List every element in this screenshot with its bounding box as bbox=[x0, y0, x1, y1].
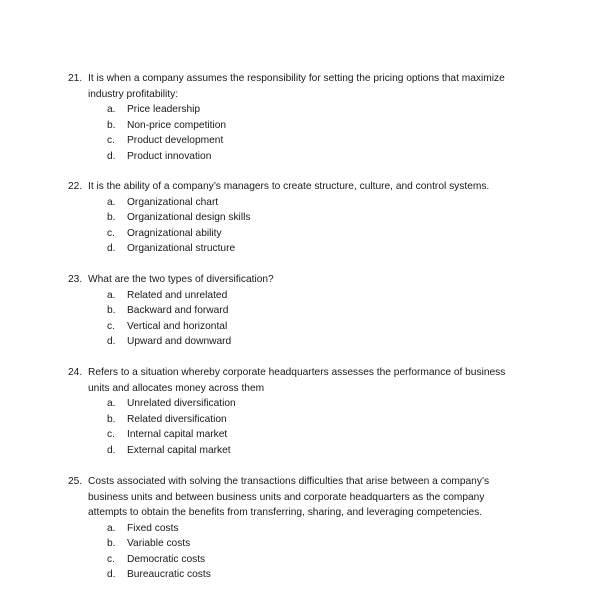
option-text: Unrelated diversification bbox=[127, 398, 236, 409]
option-text: Upward and downward bbox=[127, 336, 232, 347]
option-c bbox=[0, 428, 615, 442]
option-d bbox=[0, 444, 615, 458]
option-letter: a. bbox=[107, 289, 116, 301]
option-text: External capital market bbox=[127, 444, 231, 456]
option-letter: c. bbox=[107, 227, 115, 239]
option-text: Fixed costs bbox=[127, 522, 179, 534]
option-a bbox=[0, 103, 615, 117]
option-b bbox=[0, 537, 615, 551]
option-text: Price leadership bbox=[127, 104, 201, 115]
option-d bbox=[0, 568, 615, 582]
option-text: Product innovation bbox=[127, 150, 212, 162]
option-a bbox=[0, 522, 615, 536]
option-letter: d. bbox=[107, 569, 116, 580]
question-number: 23. bbox=[68, 274, 83, 285]
option-b bbox=[0, 211, 615, 225]
question-text-line: It is when a company assumes the responsibility for setting the pricing options that maximize bbox=[88, 73, 505, 84]
question-text-line: units and allocates money across them bbox=[88, 382, 265, 394]
option-text: Related diversification bbox=[127, 413, 227, 425]
question-number: 22. bbox=[68, 181, 83, 192]
option-text: Organizational chart bbox=[127, 196, 219, 208]
option-letter: b. bbox=[107, 305, 116, 316]
option-letter: b. bbox=[107, 212, 116, 223]
option-letter: a. bbox=[107, 196, 116, 208]
option-a bbox=[0, 397, 615, 411]
question-text-line: business units and between business units and corporate headquarters as the company bbox=[88, 491, 485, 503]
question-text-line: Costs associated with solving the transactions difficulties that arise between a company’s bbox=[88, 476, 490, 487]
question-text-line: industry profitability: bbox=[88, 88, 179, 100]
option-text: Organizational structure bbox=[127, 243, 236, 254]
option-letter: c. bbox=[107, 429, 115, 440]
option-letter: a. bbox=[107, 398, 116, 409]
option-text: Organizational design skills bbox=[127, 212, 251, 223]
option-letter: c. bbox=[107, 553, 115, 565]
question-number: 25. bbox=[68, 476, 83, 487]
question-number: 21. bbox=[68, 73, 83, 84]
option-text: Variable costs bbox=[127, 538, 191, 549]
option-letter: c. bbox=[107, 320, 115, 332]
option-c bbox=[0, 227, 615, 241]
option-text: Product development bbox=[127, 135, 224, 146]
option-b bbox=[0, 413, 615, 427]
question-text-line: attempts to obtain the benefits from transferring, sharing, and leveraging competencies. bbox=[88, 507, 483, 518]
option-text: Oragnizational ability bbox=[127, 227, 222, 239]
option-text: Internal capital market bbox=[127, 429, 228, 440]
option-letter: d. bbox=[107, 150, 116, 162]
option-text: Democratic costs bbox=[127, 553, 206, 565]
option-b bbox=[0, 119, 615, 133]
option-b bbox=[0, 304, 615, 318]
option-c bbox=[0, 134, 615, 148]
option-a bbox=[0, 196, 615, 210]
question-text-line: Refers to a situation whereby corporate headquarters assesses the performance of business bbox=[88, 367, 506, 378]
option-text: Vertical and horizontal bbox=[127, 320, 228, 332]
option-letter: d. bbox=[107, 336, 116, 347]
option-letter: d. bbox=[107, 444, 116, 456]
option-a bbox=[0, 289, 615, 303]
option-letter: d. bbox=[107, 243, 116, 254]
option-d bbox=[0, 335, 615, 349]
option-letter: c. bbox=[107, 135, 115, 146]
option-c bbox=[0, 553, 615, 567]
option-letter: b. bbox=[107, 413, 116, 425]
option-text: Backward and forward bbox=[127, 305, 229, 316]
option-c bbox=[0, 320, 615, 334]
question-number: 24. bbox=[68, 367, 83, 378]
option-d bbox=[0, 242, 615, 256]
option-text: Non-price competition bbox=[127, 119, 227, 131]
option-letter: a. bbox=[107, 104, 116, 115]
question-text-line: What are the two types of diversification? bbox=[88, 274, 274, 285]
option-letter: a. bbox=[107, 522, 116, 534]
option-text: Bureaucratic costs bbox=[127, 569, 211, 580]
option-text: Related and unrelated bbox=[127, 289, 228, 301]
option-letter: b. bbox=[107, 538, 116, 549]
question-text-line: It is the ability of a company’s managers to create structure, culture, and control systems. bbox=[88, 181, 490, 192]
option-d bbox=[0, 150, 615, 164]
option-letter: b. bbox=[107, 119, 116, 131]
